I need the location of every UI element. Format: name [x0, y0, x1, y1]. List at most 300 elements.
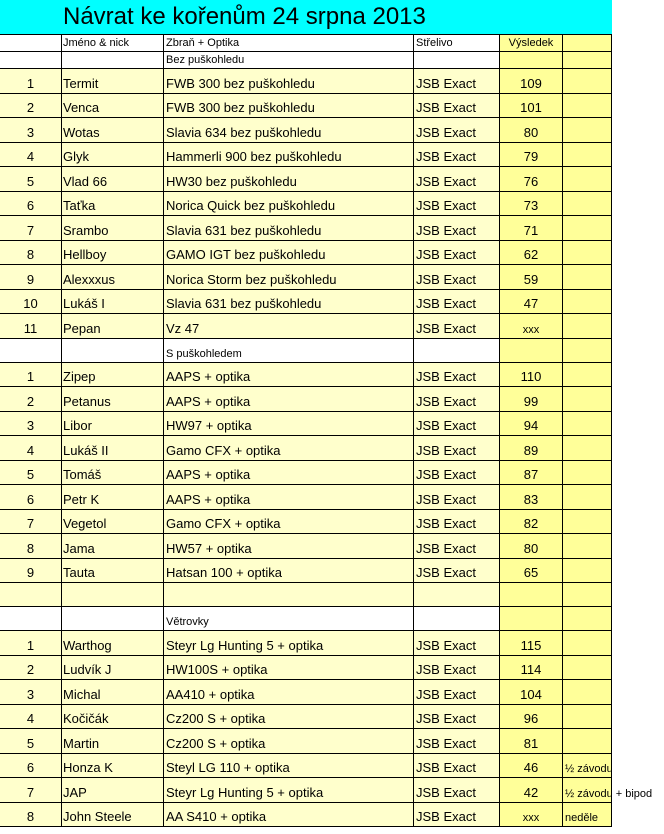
spacer-cell[interactable] — [62, 583, 164, 606]
section-cell-blank[interactable] — [563, 52, 612, 68]
score-cell[interactable] — [500, 143, 563, 167]
gun-cell-text: AAPS + optika — [166, 467, 251, 482]
gun-cell-text: Gamo CFX + optika — [166, 442, 281, 458]
rank-cell[interactable] — [0, 216, 62, 240]
spacer-cell[interactable] — [0, 583, 62, 606]
score-cell-text: xxx — [522, 812, 540, 824]
score-cell-text: 62 — [523, 247, 539, 262]
spacer-cell[interactable] — [414, 583, 500, 606]
score-cell[interactable] — [500, 216, 563, 240]
table-row — [0, 534, 612, 559]
rank-cell[interactable] — [0, 265, 62, 289]
header-cell-gun[interactable] — [164, 35, 414, 51]
score-cell-text: 99 — [523, 393, 539, 409]
section-cell-blank[interactable] — [563, 339, 612, 362]
name-cell[interactable] — [62, 387, 164, 411]
table-row — [0, 680, 612, 705]
name-cell[interactable] — [62, 216, 164, 240]
ammo-cell[interactable] — [414, 729, 500, 753]
name-cell[interactable] — [62, 167, 164, 191]
gun-cell[interactable] — [164, 778, 414, 802]
gun-cell[interactable] — [164, 729, 414, 753]
sheet-title: Návrat ke kořenům 24 srpna 2013 — [63, 3, 426, 30]
rank-cell[interactable] — [0, 778, 62, 802]
score-cell[interactable] — [500, 118, 563, 142]
score-cell[interactable] — [500, 192, 563, 216]
name-cell[interactable] — [62, 290, 164, 314]
note-cell[interactable] — [563, 510, 612, 534]
ammo-cell[interactable] — [414, 754, 500, 778]
score-cell-text: 71 — [523, 222, 539, 238]
rank-cell[interactable] — [0, 510, 62, 534]
name-cell[interactable] — [62, 705, 164, 729]
section-cell-blank[interactable] — [500, 339, 563, 362]
gun-cell[interactable] — [164, 290, 414, 314]
section-cell-blank[interactable] — [414, 607, 500, 630]
gun-cell[interactable] — [164, 436, 414, 460]
rank-cell[interactable] — [0, 192, 62, 216]
table-row — [0, 241, 612, 266]
name-cell[interactable] — [62, 118, 164, 142]
table-row — [0, 69, 612, 94]
name-cell[interactable] — [62, 559, 164, 583]
note-cell[interactable] — [563, 94, 612, 118]
score-cell[interactable] — [500, 461, 563, 485]
name-cell[interactable] — [62, 803, 164, 827]
score-cell-text: 73 — [523, 198, 539, 213]
ammo-cell-text: JSB Exact — [416, 662, 476, 677]
ammo-cell[interactable] — [414, 387, 500, 411]
ammo-cell-text: JSB Exact — [416, 124, 476, 140]
score-cell[interactable] — [500, 534, 563, 558]
note-cell[interactable] — [563, 192, 612, 216]
gun-cell[interactable] — [164, 69, 414, 93]
spacer-row — [0, 583, 612, 607]
name-cell[interactable] — [62, 69, 164, 93]
ammo-cell[interactable] — [414, 167, 500, 191]
name-cell[interactable] — [62, 363, 164, 387]
gun-cell-text: Vz 47 — [166, 320, 200, 336]
gun-cell[interactable] — [164, 534, 414, 558]
name-cell-text: Vlad 66 — [63, 173, 108, 189]
name-cell[interactable] — [62, 461, 164, 485]
table-row — [0, 192, 612, 217]
section-label[interactable] — [164, 339, 414, 362]
note-cell[interactable] — [563, 485, 612, 509]
rank-cell[interactable] — [0, 290, 62, 314]
ammo-cell[interactable] — [414, 265, 500, 289]
table-row — [0, 216, 612, 241]
note-cell[interactable] — [563, 754, 612, 778]
section-cell-blank[interactable] — [62, 52, 164, 68]
ammo-cell[interactable] — [414, 485, 500, 509]
note-cell[interactable] — [563, 143, 612, 167]
gun-cell-text: Steyr Lg Hunting 5 + optika — [166, 784, 324, 800]
rank-cell[interactable] — [0, 803, 62, 827]
gun-cell[interactable] — [164, 803, 414, 827]
rank-cell[interactable] — [0, 680, 62, 704]
rank-cell[interactable] — [0, 705, 62, 729]
gun-cell-text: Gamo CFX + optika — [166, 516, 281, 531]
ammo-cell[interactable] — [414, 803, 500, 827]
section-label-text: S puškohledem — [166, 347, 242, 360]
rank-cell-text: 11 — [23, 320, 38, 336]
name-cell[interactable] — [62, 656, 164, 680]
name-cell-text: JAP — [63, 784, 87, 800]
rank-cell-text: 6 — [26, 760, 35, 775]
gun-cell-text: GAMO IGT bez puškohledu — [166, 247, 326, 262]
score-cell-text: 47 — [523, 296, 539, 311]
note-cell[interactable] — [563, 436, 612, 460]
name-cell[interactable] — [62, 729, 164, 753]
gun-cell-text: Hatsan 100 + optika — [166, 565, 282, 580]
rank-cell[interactable] — [0, 241, 62, 265]
score-cell[interactable] — [500, 631, 563, 655]
gun-cell[interactable] — [164, 412, 414, 436]
ammo-cell-text: JSB Exact — [416, 491, 476, 507]
header-cell-name[interactable] — [62, 35, 164, 51]
ammo-cell-text: JSB Exact — [416, 149, 476, 164]
ammo-cell[interactable] — [414, 631, 500, 655]
ammo-cell-text: JSB Exact — [416, 442, 476, 458]
score-cell[interactable] — [500, 412, 563, 436]
gun-cell[interactable] — [164, 118, 414, 142]
score-cell-text: 82 — [523, 516, 539, 531]
header-cell-note[interactable] — [563, 35, 612, 51]
gun-cell[interactable] — [164, 314, 414, 338]
ammo-cell-text: JSB Exact — [416, 393, 476, 409]
gun-cell-text: Cz200 S + optika — [166, 711, 266, 726]
gun-cell-text: AA S410 + optika — [166, 809, 267, 824]
table-row — [0, 387, 612, 412]
header-cell-number[interactable] — [0, 35, 62, 51]
gun-cell-text: Slavia 634 bez puškohledu — [166, 124, 322, 140]
name-cell[interactable] — [62, 436, 164, 460]
score-cell-text: 80 — [523, 124, 539, 140]
note-cell[interactable] — [563, 705, 612, 729]
header-cell-score[interactable] — [500, 35, 563, 51]
note-cell[interactable] — [563, 631, 612, 655]
note-cell[interactable] — [563, 216, 612, 240]
note-cell[interactable] — [563, 118, 612, 142]
ammo-cell-text: JSB Exact — [416, 516, 476, 531]
gun-cell[interactable] — [164, 705, 414, 729]
score-cell[interactable] — [500, 363, 563, 387]
note-cell[interactable] — [563, 680, 612, 704]
rank-cell-text: 2 — [26, 393, 35, 409]
rank-cell[interactable] — [0, 314, 62, 338]
header-cell-gun-text: Zbraň + Optika — [166, 37, 240, 49]
gun-cell-text: Norica Quick bez puškohledu — [166, 198, 336, 213]
rank-cell[interactable] — [0, 754, 62, 778]
score-cell[interactable] — [500, 485, 563, 509]
ammo-cell[interactable] — [414, 412, 500, 436]
name-cell[interactable] — [62, 94, 164, 118]
score-cell[interactable] — [500, 559, 563, 583]
section-row — [0, 52, 612, 69]
ammo-cell-text: JSB Exact — [416, 75, 476, 91]
note-cell[interactable] — [563, 412, 612, 436]
ammo-cell[interactable] — [414, 314, 500, 338]
spacer-cell[interactable] — [563, 583, 612, 606]
score-cell[interactable] — [500, 656, 563, 680]
table-row — [0, 412, 612, 437]
gun-cell-text: HW100S + optika — [166, 662, 268, 677]
ammo-cell[interactable] — [414, 363, 500, 387]
spacer-cell[interactable] — [500, 583, 563, 606]
note-cell[interactable] — [563, 461, 612, 485]
section-cell-blank[interactable] — [414, 339, 500, 362]
gun-cell[interactable] — [164, 461, 414, 485]
rank-cell-text: 5 — [26, 173, 35, 189]
note-cell[interactable] — [563, 729, 612, 753]
score-cell[interactable] — [500, 705, 563, 729]
note-cell-text: ½ závodu + bipod — [565, 787, 653, 800]
ammo-cell[interactable] — [414, 436, 500, 460]
name-cell-text: Libor — [63, 418, 92, 433]
rank-cell-text: 9 — [26, 565, 35, 580]
table-row — [0, 803, 612, 828]
name-cell-text: Srambo — [63, 222, 109, 238]
ammo-cell[interactable] — [414, 461, 500, 485]
section-cell-blank[interactable] — [500, 52, 563, 68]
rank-cell[interactable] — [0, 436, 62, 460]
rank-cell[interactable] — [0, 118, 62, 142]
ammo-cell-text: JSB Exact — [416, 100, 476, 115]
rank-cell[interactable] — [0, 69, 62, 93]
gun-cell[interactable] — [164, 192, 414, 216]
score-cell[interactable] — [500, 803, 563, 827]
ammo-cell[interactable] — [414, 510, 500, 534]
gun-cell-text: Norica Storm bez puškohledu — [166, 271, 337, 287]
rank-cell-text: 3 — [26, 418, 35, 433]
gun-cell-text: Slavia 631 bez puškohledu — [166, 296, 322, 311]
score-cell[interactable] — [500, 387, 563, 411]
name-cell-text: Warthog — [63, 637, 112, 653]
rank-cell[interactable] — [0, 485, 62, 509]
ammo-cell[interactable] — [414, 241, 500, 265]
section-cell-blank[interactable] — [0, 607, 62, 630]
rank-cell[interactable] — [0, 94, 62, 118]
rank-cell-text: 9 — [26, 271, 35, 287]
table-row — [0, 778, 653, 803]
table-row — [0, 461, 612, 486]
section-cell-blank[interactable] — [0, 339, 62, 362]
name-cell-text: Lukáš II — [63, 442, 109, 458]
rank-cell[interactable] — [0, 412, 62, 436]
ammo-cell[interactable] — [414, 534, 500, 558]
gun-cell[interactable] — [164, 387, 414, 411]
rank-cell[interactable] — [0, 387, 62, 411]
ammo-cell[interactable] — [414, 118, 500, 142]
rank-cell[interactable] — [0, 559, 62, 583]
gun-cell[interactable] — [164, 680, 414, 704]
name-cell[interactable] — [62, 314, 164, 338]
rank-cell[interactable] — [0, 631, 62, 655]
ammo-cell[interactable] — [414, 559, 500, 583]
section-cell-blank[interactable] — [414, 52, 500, 68]
section-label[interactable] — [164, 607, 414, 630]
rank-cell-text: 3 — [26, 124, 35, 140]
name-cell[interactable] — [62, 241, 164, 265]
gun-cell-text: FWB 300 bez puškohledu — [166, 100, 315, 115]
name-cell-text: Taťka — [63, 198, 96, 213]
score-cell-text: 79 — [523, 149, 539, 164]
ammo-cell[interactable] — [414, 680, 500, 704]
name-cell[interactable] — [62, 265, 164, 289]
gun-cell-text: AAPS + optika — [166, 491, 251, 507]
table-row — [0, 143, 612, 168]
gun-cell-text: AAPS + optika — [166, 369, 251, 384]
rank-cell[interactable] — [0, 143, 62, 167]
rank-cell[interactable] — [0, 461, 62, 485]
score-cell-text: 46 — [523, 760, 539, 775]
gun-cell[interactable] — [164, 216, 414, 240]
ammo-cell[interactable] — [414, 778, 500, 802]
score-cell[interactable] — [500, 314, 563, 338]
note-cell[interactable] — [563, 241, 612, 265]
score-cell[interactable] — [500, 436, 563, 460]
note-cell[interactable] — [563, 803, 612, 827]
name-cell-text: Lukáš I — [63, 296, 105, 311]
table-row — [0, 436, 612, 461]
section-cell-blank[interactable] — [563, 607, 612, 630]
score-cell-text: 76 — [523, 173, 539, 189]
note-cell[interactable] — [563, 290, 612, 314]
note-cell[interactable] — [563, 363, 612, 387]
score-cell[interactable] — [500, 241, 563, 265]
rank-cell-text: 8 — [26, 540, 35, 556]
ammo-cell[interactable] — [414, 192, 500, 216]
name-cell-text: Martin — [63, 735, 100, 751]
gun-cell[interactable] — [164, 656, 414, 680]
name-cell[interactable] — [62, 631, 164, 655]
score-cell[interactable] — [500, 729, 563, 753]
section-row — [0, 339, 612, 363]
name-cell[interactable] — [62, 534, 164, 558]
rank-cell[interactable] — [0, 656, 62, 680]
score-cell[interactable] — [500, 510, 563, 534]
rank-cell-text: 1 — [26, 637, 35, 653]
gun-cell[interactable] — [164, 265, 414, 289]
spacer-cell[interactable] — [164, 583, 414, 606]
note-cell[interactable] — [563, 314, 612, 338]
ammo-cell[interactable] — [414, 143, 500, 167]
name-cell-text: Glyk — [63, 149, 89, 164]
name-cell[interactable] — [62, 778, 164, 802]
rank-cell[interactable] — [0, 534, 62, 558]
gun-cell[interactable] — [164, 754, 414, 778]
note-cell[interactable] — [563, 167, 612, 191]
score-cell[interactable] — [500, 167, 563, 191]
header-row — [0, 35, 612, 52]
gun-cell[interactable] — [164, 363, 414, 387]
gun-cell[interactable] — [164, 559, 414, 583]
section-label[interactable] — [164, 52, 414, 68]
section-cell-blank[interactable] — [0, 52, 62, 68]
name-cell-text: Vegetol — [63, 516, 107, 531]
score-cell[interactable] — [500, 754, 563, 778]
name-cell-text: Jama — [63, 540, 95, 556]
name-cell[interactable] — [62, 143, 164, 167]
ammo-cell-text: JSB Exact — [416, 565, 476, 580]
note-cell[interactable] — [563, 387, 612, 411]
header-cell-ammo[interactable] — [414, 35, 500, 51]
rank-cell[interactable] — [0, 363, 62, 387]
section-cell-blank[interactable] — [62, 339, 164, 362]
gun-cell[interactable] — [164, 143, 414, 167]
gun-cell[interactable] — [164, 631, 414, 655]
ammo-cell-text: JSB Exact — [416, 271, 476, 287]
section-cell-blank[interactable] — [500, 607, 563, 630]
section-label-text: Bez puškohledu — [166, 54, 245, 66]
rank-cell[interactable] — [0, 729, 62, 753]
ammo-cell-text: JSB Exact — [416, 222, 476, 238]
ammo-cell[interactable] — [414, 656, 500, 680]
note-cell-text: neděle — [565, 812, 599, 824]
name-cell[interactable] — [62, 412, 164, 436]
score-cell-text: 104 — [520, 686, 542, 702]
table-row — [0, 167, 612, 192]
note-cell[interactable] — [563, 265, 612, 289]
name-cell[interactable] — [62, 680, 164, 704]
note-cell[interactable] — [563, 656, 612, 680]
score-cell-text: 109 — [520, 75, 542, 91]
gun-cell[interactable] — [164, 510, 414, 534]
ammo-cell[interactable] — [414, 94, 500, 118]
ammo-cell-text: JSB Exact — [416, 809, 476, 824]
gun-cell[interactable] — [164, 241, 414, 265]
note-cell[interactable] — [563, 534, 612, 558]
note-cell[interactable] — [563, 559, 612, 583]
score-cell[interactable] — [500, 69, 563, 93]
ammo-cell-text: JSB Exact — [416, 418, 476, 433]
name-cell[interactable] — [62, 510, 164, 534]
name-cell-text: Ludvík J — [63, 662, 112, 677]
ammo-cell[interactable] — [414, 216, 500, 240]
table-row — [0, 656, 612, 681]
score-cell-text: 89 — [523, 442, 539, 458]
gun-cell-text: Slavia 631 bez puškohledu — [166, 222, 322, 238]
score-cell[interactable] — [500, 778, 563, 802]
gun-cell[interactable] — [164, 167, 414, 191]
gun-cell[interactable] — [164, 485, 414, 509]
gun-cell[interactable] — [164, 94, 414, 118]
rank-cell-text: 4 — [26, 442, 35, 458]
ammo-cell[interactable] — [414, 290, 500, 314]
score-cell[interactable] — [500, 265, 563, 289]
gun-cell-text: Cz200 S + optika — [166, 735, 266, 751]
table-row — [0, 118, 612, 143]
name-cell[interactable] — [62, 485, 164, 509]
score-cell[interactable] — [500, 290, 563, 314]
name-cell[interactable] — [62, 192, 164, 216]
name-cell-text: Wotas — [63, 124, 100, 140]
ammo-cell-text: JSB Exact — [416, 711, 476, 726]
rank-cell-text: 7 — [26, 516, 35, 531]
score-cell[interactable] — [500, 680, 563, 704]
ammo-cell[interactable] — [414, 705, 500, 729]
rank-cell[interactable] — [0, 167, 62, 191]
score-cell[interactable] — [500, 94, 563, 118]
name-cell[interactable] — [62, 754, 164, 778]
note-cell[interactable] — [563, 778, 653, 802]
section-label-text: Větrovky — [166, 616, 209, 628]
ammo-cell-text: JSB Exact — [416, 540, 476, 556]
ammo-cell[interactable] — [414, 69, 500, 93]
section-cell-blank[interactable] — [62, 607, 164, 630]
note-cell[interactable] — [563, 69, 612, 93]
